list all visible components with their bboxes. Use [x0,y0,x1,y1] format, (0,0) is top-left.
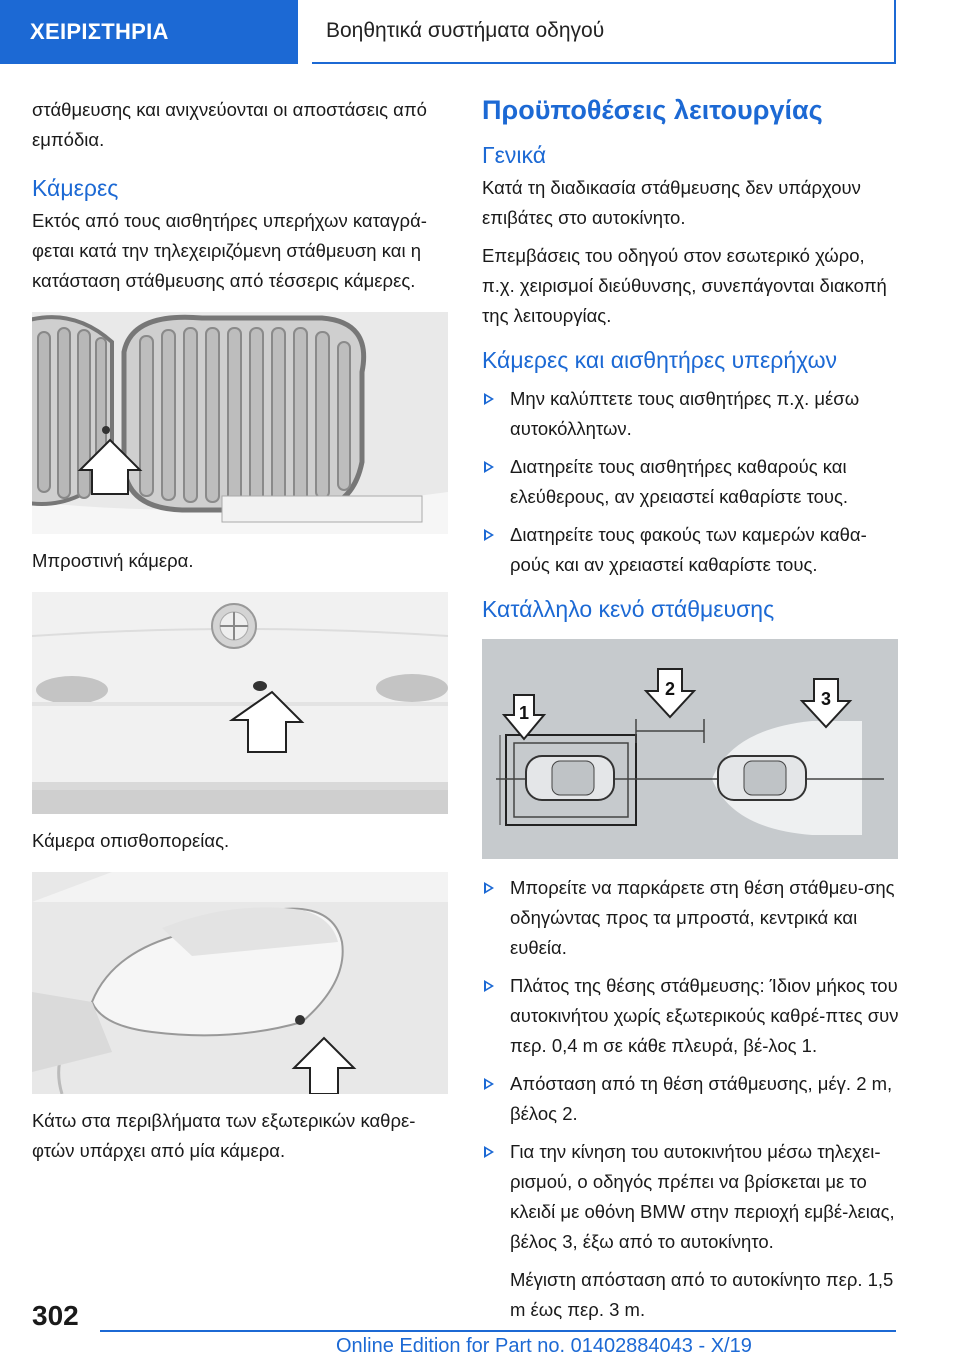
front-camera-image [32,312,448,534]
parking-gap-list [482,873,902,1257]
list-item [482,452,902,512]
mirror-camera-image [32,872,448,1094]
right-column [482,95,902,1325]
cameras-text: Εκτός από τους αισθητήρες υπερήχων καταγρά-φεται κατά την τηλεχειριζόμενη στάθμευση και η κατάσταση στάθμευσης από τέσσερις κάμερες. [32,210,427,291]
chapter-tab[interactable] [0,0,298,64]
list-item-text: Πλάτος της θέσης στάθμευσης: Ίδιον μήκος του αυτοκινήτου χωρίς εξωτερικούς καθρέ-πτες συν περ. 0,4 m σε κάθε πλευρά, βέ-λος 1. [510,975,899,1056]
list-item [482,873,902,963]
chapter-label: ΧΕΙΡΙΣΤΗΡΙΑ [30,19,169,44]
section-label: Βοηθητικά συστήματα οδηγού [326,19,605,42]
rear-camera-caption: Κάμερα οπισθοπορείας. [32,830,230,851]
parking-gap-diagram [482,639,898,859]
list-item-text: Απόσταση από τη θέση στάθμευσης, μέγ. 2 m, βέλος 2. [510,1073,893,1124]
bullet-triangle-icon [484,461,494,473]
page-number: 302 [32,1300,79,1331]
requirements-title: Προϋποθέσεις λειτουργίας [482,95,823,125]
edition-text: Online Edition for Part no. 01402884043 - X/19 [336,1335,752,1357]
list-item [482,520,902,580]
list-item [482,1069,902,1129]
list-item [482,1137,902,1257]
bullet-triangle-icon [484,529,494,541]
general-heading: Γενικά [482,142,547,168]
bullet-triangle-icon [484,1078,494,1090]
footer-divider [100,1330,896,1332]
header-divider [0,62,298,64]
section-title [312,0,896,64]
arrow-label-2: 2 [664,679,676,699]
mirror-camera-caption: Κάτω στα περιβλήματα των εξωτερικών καθρε-φτών υπάρχει από μία κάμερα. [32,1110,416,1161]
bullet-triangle-icon [484,393,494,405]
intro-text: στάθμευσης και ανιχνεύονται οι αποστάσεις από εμπόδια. [32,99,427,150]
bullet-triangle-icon [484,980,494,992]
bullet-triangle-icon [484,882,494,894]
parking-gap-heading: Κατάλληλο κενό στάθμευσης [482,596,775,622]
distance-note: Μέγιστη απόσταση από το αυτοκίνητο περ. 1,5 m έως περ. 3 m. [510,1269,894,1320]
list-item-text: Για την κίνηση του αυτοκινήτου μέσω τηλεχει-ρισμού, ο οδηγός πρέπει να βρίσκεται με το κλειδί με οθόνη BMW στην περιοχή εμβέ-λειας, βέλος 3, έξω από το αυτοκίνητο. [510,1141,895,1252]
bullet-triangle-icon [484,1146,494,1158]
cameras-heading: Κάμερες [32,175,119,201]
list-item-text: Διατηρείτε τους φακούς των καμερών καθα-ρούς και αν χρειαστεί καθαρίστε τους. [510,524,867,575]
list-item-text: Μην καλύπτετε τους αισθητήρες π.χ. μέσω αυτοκόλλητων. [510,388,860,439]
list-item-text: Μπορείτε να παρκάρετε στη θέση στάθμευ-σης οδηγώντας προς τα μπροστά, κεντρικά και ευθεία. [510,877,895,958]
rear-camera-image [32,592,448,814]
arrow-label-1: 1 [518,703,530,723]
list-item-text: Διατηρείτε τους αισθητήρες καθαρούς και ελεύθερους, αν χρειαστεί καθαρίστε τους. [510,456,849,507]
sensors-list [482,384,902,580]
arrow-label-3: 3 [820,689,832,709]
list-item [482,384,902,444]
front-camera-caption: Μπροστινή κάμερα. [32,550,194,571]
sensors-heading: Κάμερες και αισθητήρες υπερήχων [482,347,838,373]
list-item [482,971,902,1061]
general-paragraph-1: Κατά τη διαδικασία στάθμευσης δεν υπάρχουν επιβάτες στο αυτοκίνητο. [482,177,861,228]
general-paragraph-2: Επεμβάσεις του οδηγού στον εσωτερικό χώρο, π.χ. χειρισμοί διεύθυνσης, συνεπάγονται διακοπή της λειτουργίας. [482,245,887,326]
left-column [32,95,452,1166]
